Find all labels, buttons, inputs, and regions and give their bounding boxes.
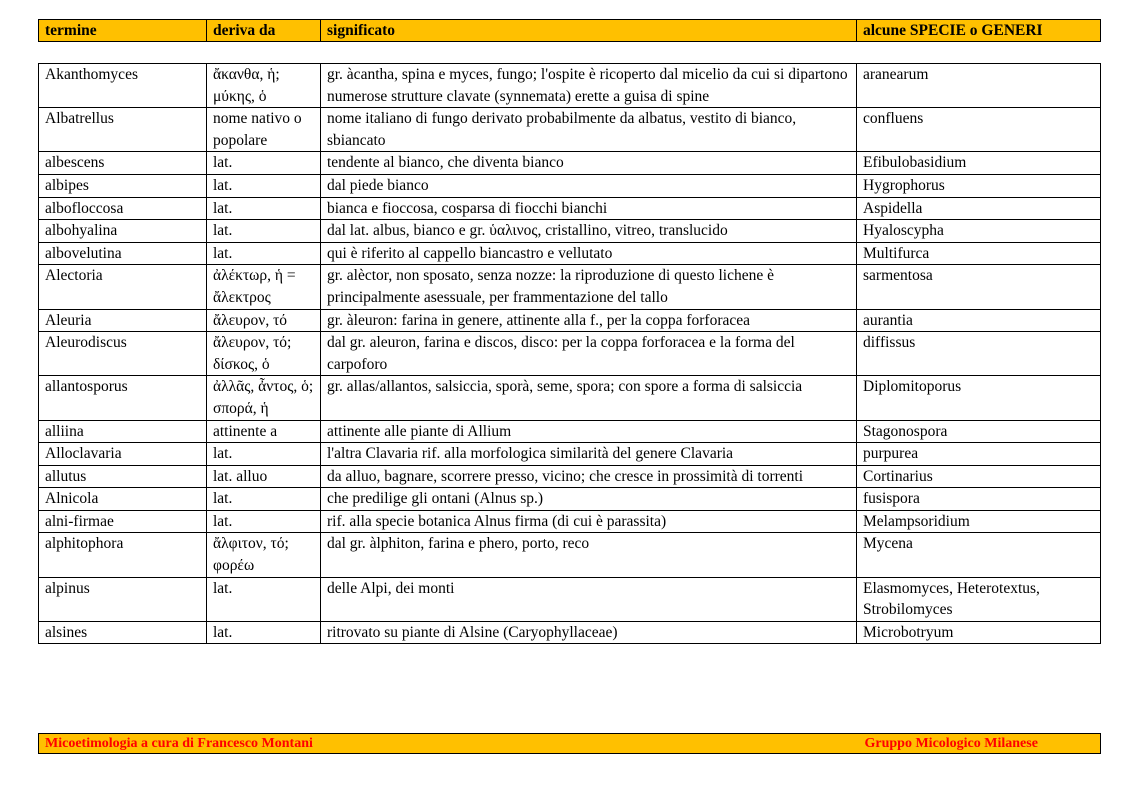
cell-termine: allantosporus [39,376,207,420]
cell-significato: delle Alpi, dei monti [321,577,857,621]
cell-specie-generi: aurantia [857,309,1101,332]
cell-significato: qui è riferito al cappello biancastro e vellutato [321,242,857,265]
cell-deriva-da: ἀλέκτωρ, ἡ = ἄλεκτρος [207,265,321,309]
cell-specie-generi: Hygrophorus [857,174,1101,197]
cell-specie-generi: purpurea [857,443,1101,466]
cell-deriva-da: lat. [207,577,321,621]
cell-significato: gr. allas/allantos, salsiccia, sporà, seme, spora; con spore a forma di salsiccia [321,376,857,420]
footer-group: Gruppo Micologico Milanese [859,734,1101,754]
cell-termine: alni-firmae [39,510,207,533]
etymology-table-body [39,64,1101,644]
header-significato: significato [321,20,857,42]
cell-significato: l'altra Clavaria rif. alla morfologica similarità del genere Clavaria [321,443,857,466]
cell-deriva-da: lat. [207,443,321,466]
cell-specie-generi: aranearum [857,64,1101,108]
cell-specie-generi: Hyaloscypha [857,220,1101,243]
table-row [39,533,1101,577]
cell-termine: Akanthomyces [39,64,207,108]
cell-specie-generi: Diplomitoporus [857,376,1101,420]
cell-deriva-da: ἀλλᾶς, ἆντος, ὁ; σπορά, ἡ [207,376,321,420]
header-termine: termine [39,20,207,42]
cell-specie-generi: Microbotryum [857,621,1101,644]
cell-deriva-da: lat. [207,174,321,197]
cell-significato: dal piede bianco [321,174,857,197]
table-row [39,443,1101,466]
cell-specie-generi: Melampsoridium [857,510,1101,533]
table-row [39,332,1101,376]
cell-significato: gr. àcantha, spina e myces, fungo; l'ospite è ricoperto dal micelio da cui si dipartono numerose strutture clavate (synnemata) erette a guisa di spine [321,64,857,108]
cell-specie-generi: Mycena [857,533,1101,577]
cell-termine: alphitophora [39,533,207,577]
cell-deriva-da: lat. [207,510,321,533]
cell-termine: Alnicola [39,488,207,511]
cell-specie-generi: diffissus [857,332,1101,376]
cell-deriva-da: ἄλφιτον, τό; φορέω [207,533,321,577]
cell-significato: da alluo, bagnare, scorrere presso, vicino; che cresce in prossimità di torrenti [321,465,857,488]
cell-significato: bianca e fioccosa, cosparsa di fiocchi bianchi [321,197,857,220]
footer-row [39,734,1101,754]
cell-significato: ritrovato su piante di Alsine (Caryophyllaceae) [321,621,857,644]
cell-specie-generi: Efibulobasidium [857,152,1101,175]
header-bar [38,19,1101,42]
table-row [39,510,1101,533]
table-row [39,64,1101,108]
table-row [39,152,1101,175]
cell-termine: albofloccosa [39,197,207,220]
cell-deriva-da: lat. [207,197,321,220]
header-deriva-da: deriva da [207,20,321,42]
cell-termine: albescens [39,152,207,175]
cell-specie-generi: Multifurca [857,242,1101,265]
cell-specie-generi: sarmentosa [857,265,1101,309]
cell-termine: alliina [39,420,207,443]
cell-significato: che predilige gli ontani (Alnus sp.) [321,488,857,511]
cell-termine: albipes [39,174,207,197]
table-row [39,242,1101,265]
header-row [39,20,1101,42]
header-specie-generi: alcune SPECIE o GENERI [857,20,1101,42]
cell-specie-generi: confluens [857,108,1101,152]
cell-deriva-da: lat. [207,621,321,644]
cell-specie-generi: Cortinarius [857,465,1101,488]
cell-termine: Aleuria [39,309,207,332]
cell-termine: allutus [39,465,207,488]
cell-deriva-da: lat. [207,488,321,511]
cell-significato: dal gr. aleuron, farina e discos, disco: per la coppa forforacea e la forma del carpoforo [321,332,857,376]
cell-significato: gr. àleuron: farina in genere, attinente alla f., per la coppa forforacea [321,309,857,332]
cell-significato: rif. alla specie botanica Alnus firma (di cui è parassita) [321,510,857,533]
cell-termine: Albatrellus [39,108,207,152]
cell-significato: dal gr. àlphiton, farina e phero, porto, reco [321,533,857,577]
cell-specie-generi: Elasmomyces, Heterotextus, Strobilomyces [857,577,1101,621]
cell-specie-generi: Stagonospora [857,420,1101,443]
table-row [39,309,1101,332]
cell-significato: gr. alèctor, non sposato, senza nozze: la riproduzione di questo lichene è principalmente asessuale, per frammentazione del tallo [321,265,857,309]
cell-deriva-da: ἄλευρον, τό [207,309,321,332]
cell-deriva-da: ἄλευρον, τό; δίσκος, ὁ [207,332,321,376]
cell-significato: attinente alle piante di Allium [321,420,857,443]
cell-specie-generi: fusispora [857,488,1101,511]
cell-significato: nome italiano di fungo derivato probabilmente da albatus, vestito di bianco, sbiancato [321,108,857,152]
table-row [39,174,1101,197]
cell-deriva-da: lat. [207,242,321,265]
table-row [39,420,1101,443]
cell-termine: albovelutina [39,242,207,265]
cell-termine: alpinus [39,577,207,621]
table-row [39,488,1101,511]
cell-termine: Aleurodiscus [39,332,207,376]
cell-specie-generi: Aspidella [857,197,1101,220]
cell-deriva-da: lat. alluo [207,465,321,488]
table-row [39,197,1101,220]
table-row [39,577,1101,621]
cell-deriva-da: lat. [207,152,321,175]
footer-credit: Micoetimologia a cura di Francesco Montani [39,734,859,754]
etymology-table [38,63,1101,644]
cell-significato: tendente al bianco, che diventa bianco [321,152,857,175]
cell-deriva-da: lat. [207,220,321,243]
cell-deriva-da: nome nativo o popolare [207,108,321,152]
table-row [39,108,1101,152]
table-row [39,621,1101,644]
footer-bar [38,733,1101,754]
cell-deriva-da: attinente a [207,420,321,443]
cell-termine: alsines [39,621,207,644]
table-row [39,376,1101,420]
table-row [39,265,1101,309]
cell-deriva-da: ἄκανθα, ἡ; μύκης, ὁ [207,64,321,108]
cell-significato: dal lat. albus, bianco e gr. ὑαλινος, cristallino, vitreo, translucido [321,220,857,243]
table-row [39,220,1101,243]
cell-termine: Alectoria [39,265,207,309]
cell-termine: Alloclavaria [39,443,207,466]
table-row [39,465,1101,488]
cell-termine: albohyalina [39,220,207,243]
